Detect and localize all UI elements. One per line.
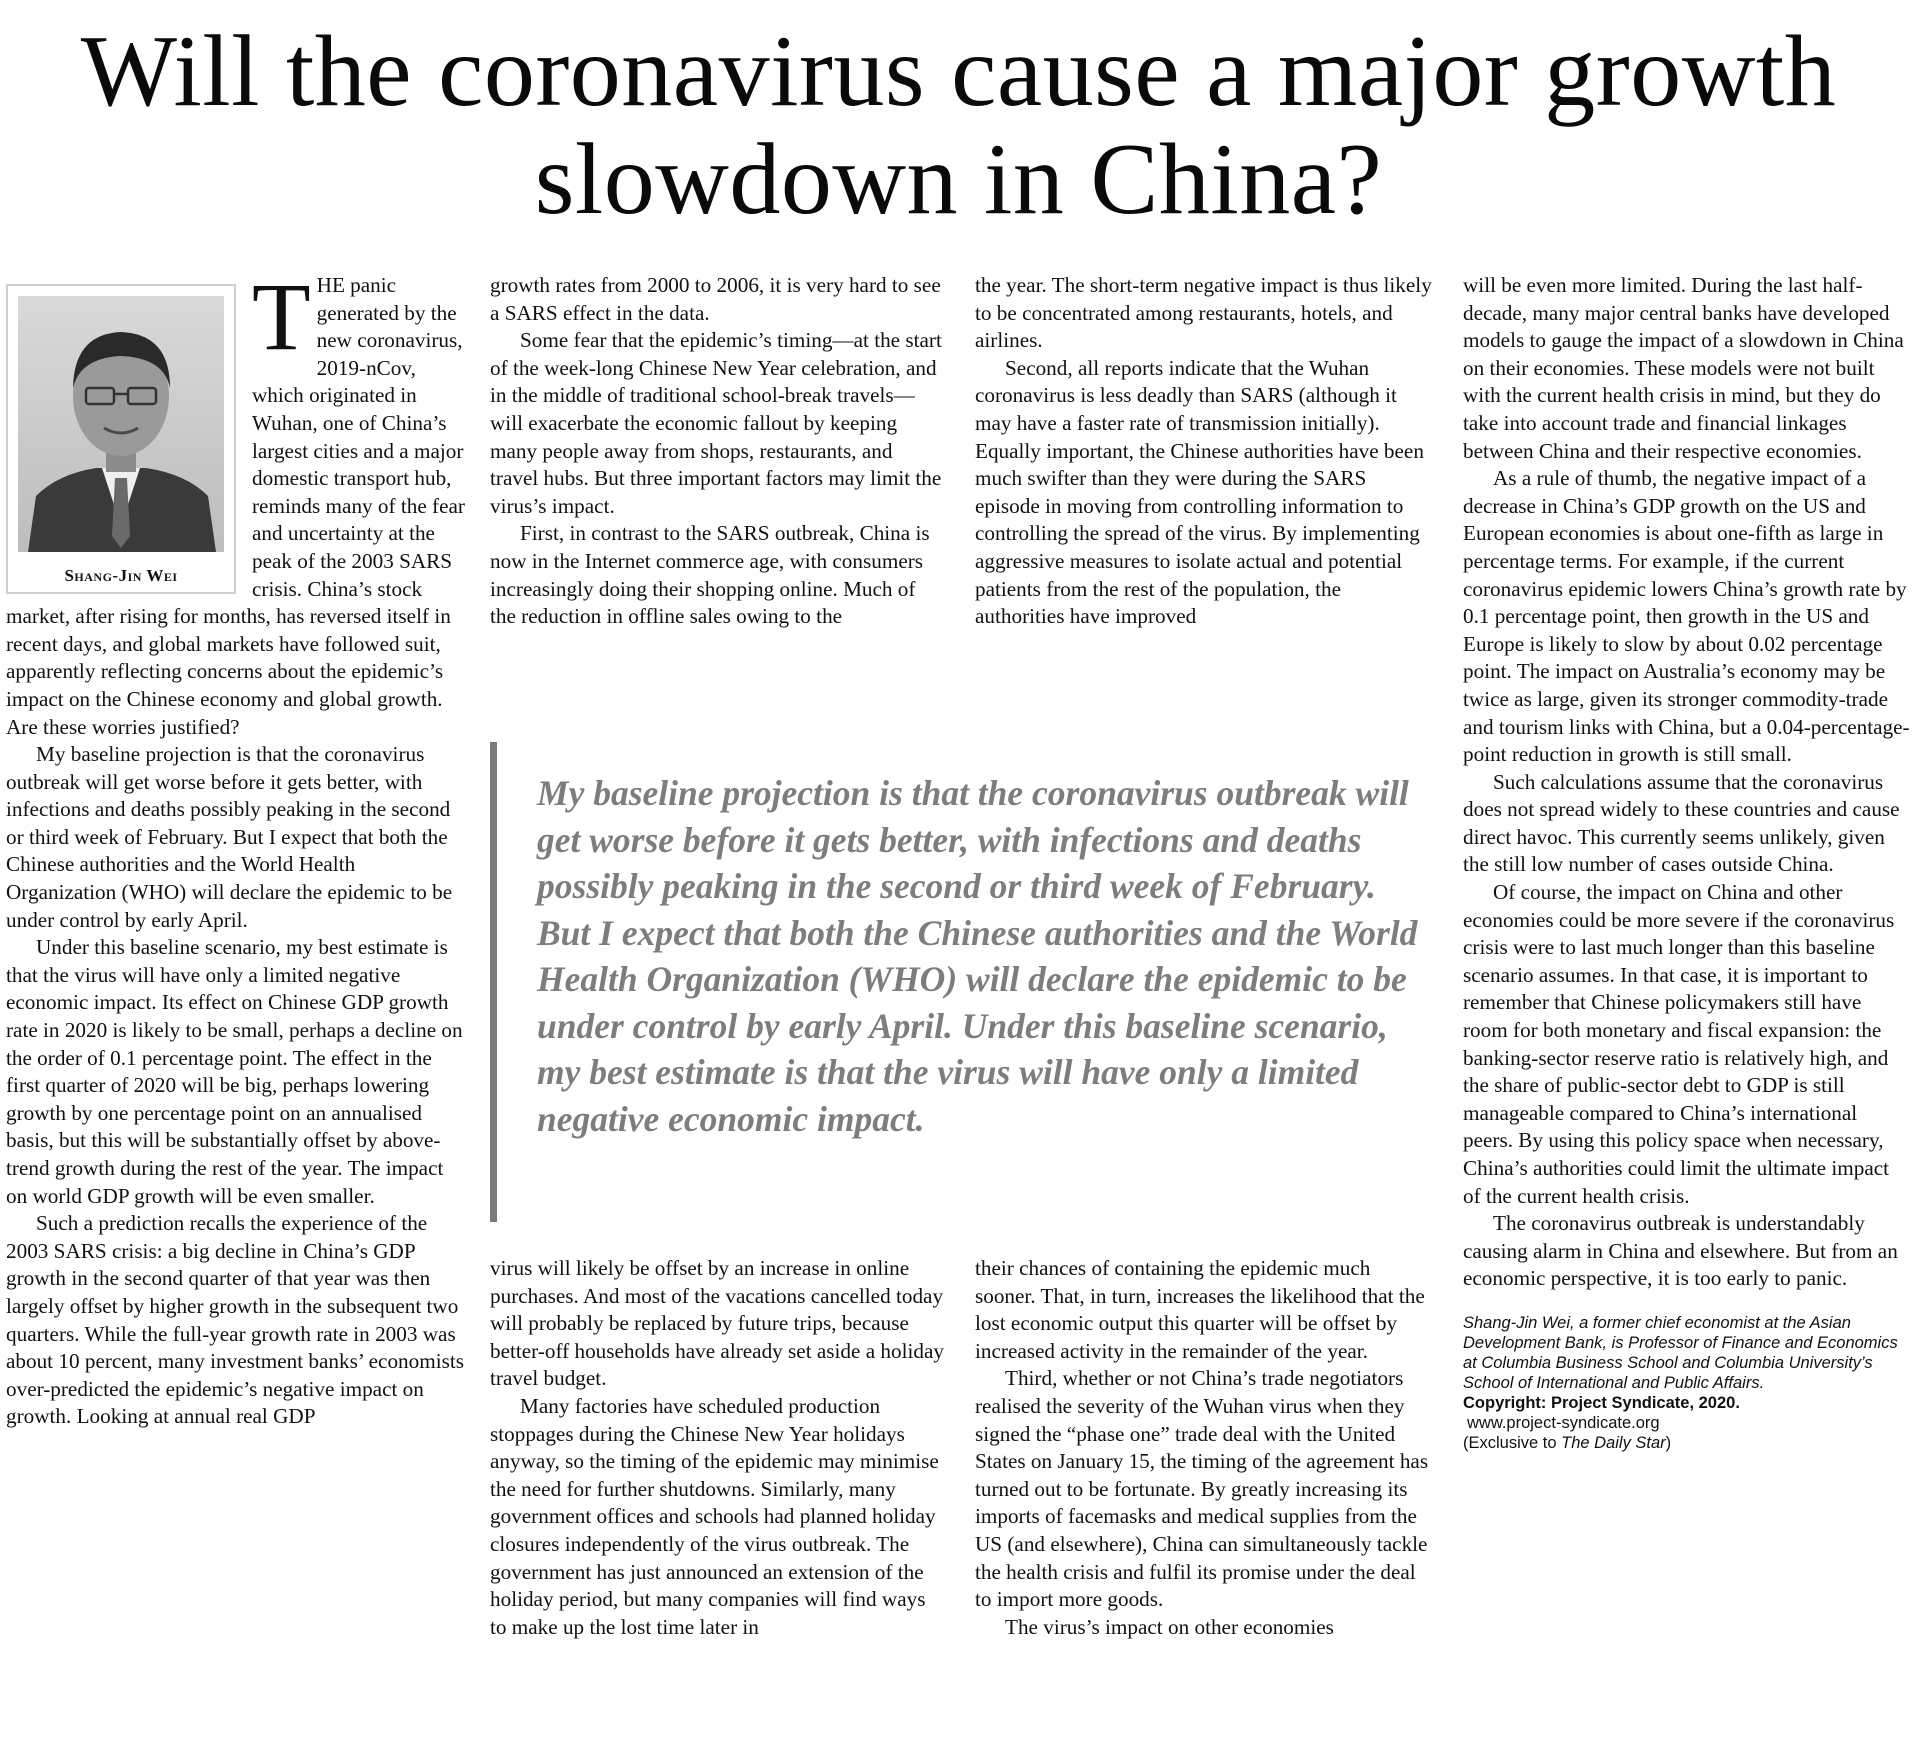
paragraph: growth rates from 2000 to 2006, it is very hard to see a SARS effect in the data. bbox=[490, 273, 941, 325]
copyright-block bbox=[1463, 1393, 1911, 1453]
article-column-2-bottom bbox=[490, 1255, 945, 1641]
paragraph: Under this baseline scenario, my best estimate is that the virus will have only a limited negative economic impact. Its effect on Chinese GDP growth rate in 2020 is likely to be small, perhaps a decline on the order of 0.1 percentage point. The effect in the first quarter of 2020 will be big, perhaps lowering growth by one percentage point on an annualised basis, but this will be substantially offset by above-trend growth during the rest of the year. The impact on world GDP growth will be even smaller. bbox=[6, 935, 463, 1208]
article-column-3-bottom bbox=[975, 1255, 1433, 1641]
paragraph: Of course, the impact on China and other economies could be more severe if the coronavirus crisis were to last much longer than this baseline scenario assumes. In that case, it is important to remember that Chinese policymakers still have room for both monetary and fiscal expansion: the banking-sector reserve ratio is relatively high, and the share of public-sector debt to GDP is still manageable compared to China’s international peers. By using this policy space when necessary, China’s authorities could limit the ultimate impact of the current health crisis. bbox=[1463, 880, 1895, 1208]
copyright-line: Copyright: Project Syndicate, 2020. bbox=[1463, 1393, 1740, 1412]
headline: Will the coronavirus cause a major growth slowdown in China? bbox=[80, 15, 1837, 236]
pull-quote bbox=[490, 742, 1430, 1222]
paragraph: The virus’s impact on other economies bbox=[1005, 1614, 1334, 1639]
exclusive-line bbox=[1463, 1433, 1911, 1453]
paragraph: As a rule of thumb, the negative impact of a decrease in China’s GDP growth on the US and European economies is about one-fifth as large in percentage terms. For example, if the current coronavirus epidemic lowers China’s growth rate by 0.1 percentage point, then growth in the US and Europe is likely to slow by about 0.02 percentage point. The impact on Australia’s economy may be twice as large, given its stronger commodity-trade and tourism links with China, but a 0.04-percentage-point reduction in growth is still small. bbox=[1463, 466, 1910, 767]
drop-cap: T bbox=[252, 263, 311, 370]
paragraph: the year. The short-term negative impact is thus likely to be concentrated among restaurants, hotels, and airlines. bbox=[975, 273, 1432, 353]
exclusive-suffix: ) bbox=[1665, 1433, 1672, 1452]
paragraph: Many factories have scheduled production stoppages during the Chinese New Year holidays anyway, so the timing of the epidemic may minimise the need for further shutdowns. Similarly, many government offices and schools had planned holiday closures independently of the virus outbreak. The government has just announced an extension of the holiday period, but many companies will find ways to make up the lost time later in bbox=[490, 1393, 939, 1639]
pull-quote-text: My baseline projection is that the coronavirus outbreak will get worse before it gets better, with infections and deaths possibly peaking in the second or third week of February. But I expect that both the Chinese authorities and the World Health Organization (WHO) will declare the epidemic to be under control by early April. Under this baseline scenario, my best estimate is that the virus will have only a limited negative economic impact. bbox=[537, 773, 1418, 1139]
author-photo bbox=[18, 296, 224, 552]
paragraph: Some fear that the epidemic’s timing—at the start of the week-long Chinese New Year celebration, and in the middle of traditional school-break travels—will exacerbate the economic fallout by keeping many people away from shops, restaurants, and travel hubs. But three important factors may limit the virus’s impact. bbox=[490, 328, 942, 518]
author-note: Shang-Jin Wei, a former chief economist at the Asian Development Bank, is Professor of Finance and Economics at Columbia Business School and Columbia University’s School of International and Public Affairs. bbox=[1463, 1313, 1898, 1392]
paragraph: Second, all reports indicate that the Wuhan coronavirus is less deadly than SARS (although it may have a faster rate of transmission initially). Equally important, the Chinese authorities have been much swifter than they were during the SARS episode in moving from controlling information to controlling the spread of the virus. By implementing aggressive measures to isolate actual and potential patients from the rest of the population, the authorities have improved bbox=[975, 355, 1424, 629]
paragraph: will be even more limited. During the last half-decade, many major central banks have developed models to gauge the impact of a slowdown in China on their economies. These models were not built with the current health crisis in mind, but they do take into account trade and financial linkages between China and their respective economies. bbox=[1463, 273, 1904, 463]
author-photo-frame bbox=[6, 284, 236, 594]
paragraph: First, in contrast to the SARS outbreak, China is now in the Internet commerce age, with consumers increasingly doing their shopping online. Much of the reduction in offline sales owing to the bbox=[490, 521, 930, 629]
exclusive-prefix: (Exclusive to bbox=[1463, 1433, 1562, 1452]
newspaper-name: The Daily Star bbox=[1561, 1433, 1666, 1452]
paragraph-text: HE panic generated by the new coronavirus, 2019-nCov, which originated in Wuhan, one of China’s largest cities and a major domestic transport hub, reminds many of the fear and uncertainty at the peak of the 2003 SARS crisis. China’s stock market, after rising for months, has reversed itself in recent days, and global markets have followed suit, apparently reflecting concerns about the epidemic’s impact on the Chinese economy and global growth. Are these worries justified? bbox=[6, 273, 465, 739]
website-link[interactable]: www.project-syndicate.org bbox=[1467, 1413, 1660, 1432]
paragraph: virus will likely be offset by an increase in online purchases. And most of the vacations cancelled today will probably be replaced by future trips, because better-off households have already set aside a holiday travel budget. bbox=[490, 1256, 944, 1391]
paragraph: Such calculations assume that the coronavirus does not spread widely to these countries and cause direct havoc. This currently seems unlikely, given the still low number of cases outside China. bbox=[1463, 769, 1900, 877]
paragraph: My baseline projection is that the coronavirus outbreak will get worse before it gets better, with infections and deaths possibly peaking in the second or third week of February. But I expect that both the Chinese authorities and the World Health Organization (WHO) will declare the epidemic to be under control by early April. bbox=[6, 742, 453, 932]
article-column-4 bbox=[1463, 272, 1911, 1453]
article-column-1 bbox=[6, 263, 468, 1431]
paragraph: The coronavirus outbreak is understandably causing alarm in China and elsewhere. But from an economic perspective, it is too early to panic. bbox=[1463, 1211, 1898, 1291]
paragraph: Third, whether or not China’s trade negotiators realised the severity of the Wuhan virus when they signed the “phase one” trade deal with the United States on January 15, the timing of the agreement has turned out to be fortunate. By greatly increasing its imports of facemasks and medical supplies from the US (and elsewhere), China can simultaneously tackle the health crisis and fulfil its promise under the deal to import more goods. bbox=[975, 1366, 1429, 1612]
paragraph: Such a prediction recalls the experience of the 2003 SARS crisis: a big decline in China’s GDP growth in the second quarter of that year was then largely offset by higher growth in the subsequent two quarters. While the full-year growth rate in 2003 was about 10 percent, many investment banks’ economists over-predicted the epidemic’s negative impact on growth. Looking at annual real GDP bbox=[6, 1211, 464, 1429]
paragraph: their chances of containing the epidemic much sooner. That, in turn, increases the likelihood that the lost economic output this quarter will be offset by increased activity in the remainder of the year. bbox=[975, 1256, 1425, 1363]
article-column-3-top bbox=[975, 272, 1433, 631]
author-byline: Shang-Jin Wei bbox=[64, 566, 178, 585]
article-column-2-top bbox=[490, 272, 945, 631]
